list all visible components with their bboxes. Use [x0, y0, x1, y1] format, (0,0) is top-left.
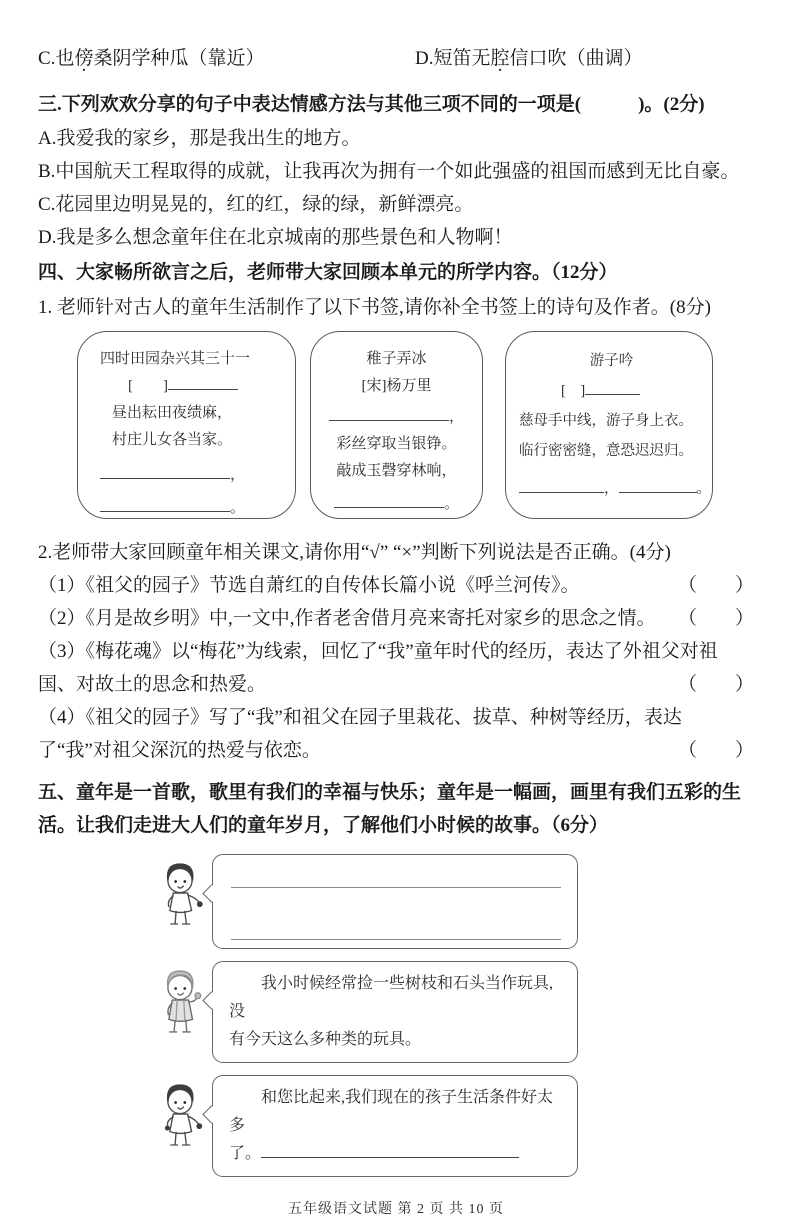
- judge-item-4-answer-paren: （ ）: [677, 740, 754, 761]
- judge-item-3-answer-paren: （ ）: [677, 674, 754, 695]
- dialog-row-3: [150, 1075, 754, 1177]
- bookmark1-verse3-blank: [100, 465, 230, 479]
- bookmark1-title: 四时田园杂兴其三十一: [100, 351, 251, 367]
- bookmark2-author: [宋]杨万里: [361, 378, 432, 394]
- judge-item-4-text: （4）《祖父的园子》写了“我”和祖父在园子里栽花、拔草、种树等经历，表达了“我”对祖父深沉的热爱与依恋。: [38, 707, 682, 761]
- judge-item-2: [38, 602, 754, 635]
- judge-item-3-text: （3）《梅花魂》以“梅花”为线索，回忆了“我”童年时代的经历，表达了外祖父对祖国、对故土的思念和热爱。: [38, 641, 718, 695]
- bookmark3-punct2: 。: [696, 481, 711, 497]
- judge-item-2-text: （2）《月是故乡明》中,一文中,作者老舍借月亮来寄托对家乡的思念之情。: [38, 608, 656, 629]
- bookmark2-verse3: 敲成玉磬穿林响，: [336, 463, 457, 479]
- section4-q1-text: 1. 老师针对古人的童年生活制作了以下书签,请你补全书签上的诗句及作者。(8分): [38, 297, 711, 318]
- bookmark2-verse1-blank: [329, 407, 449, 421]
- judge-item-1-answer-paren: （ ）: [677, 575, 754, 596]
- bookmark1-author-blank: [168, 376, 238, 390]
- boy-speech-line-1: 和您比起来,我们现在的孩子生活条件好太多: [229, 1089, 554, 1134]
- judge-item-2-answer-paren: （ ）: [677, 608, 754, 629]
- bookmark2-punct1: ，: [448, 409, 464, 425]
- bookmark3-verse3-blank: [519, 479, 604, 493]
- option-c-emphasized-char: 傍: [74, 48, 94, 69]
- boy-character-icon: [150, 1075, 212, 1158]
- bookmark3-dynasty-bracket: [ ]: [561, 383, 586, 399]
- judge-item-1-text: （1）《祖父的园子》节选自萧红的自传体长篇小说《呼兰河传》。: [38, 575, 580, 596]
- bookmark2-blank-verse4: [317, 491, 476, 518]
- page-footer: 五年级语文试题 第 2 页 共 10 页: [288, 1202, 504, 1217]
- section4-heading: 四、大家畅所欲言之后，老师带大家回顾本单元的所学内容。（12分）: [38, 262, 618, 283]
- prev-question-options: [38, 44, 754, 74]
- bookmark1-blank-verse1: [100, 462, 285, 489]
- option-c-line: [38, 44, 415, 74]
- bookmark2-verse2: 彩丝穿取当银铮。: [336, 436, 457, 452]
- bookmark3-verse2: 临行密密缝，意恐迟迟归。: [519, 443, 693, 459]
- bookmark2-punct2: 。: [443, 496, 459, 512]
- judge-items: [38, 569, 754, 767]
- dialog-bubble-2: [212, 961, 578, 1063]
- grandpa-speech-line-2: 有今天这么多种类的玩具。: [229, 1031, 422, 1048]
- option-d-post: 信口吹（曲调）: [509, 48, 643, 69]
- judge-item-3: [38, 635, 754, 701]
- option-d-pre: D.短笛无: [415, 48, 491, 69]
- dialog-row-1: [150, 854, 754, 949]
- dialog-bubble-1-empty-answer: [212, 854, 578, 949]
- bookmark1-verse2: 村庄儿女各当家。: [112, 432, 233, 448]
- option-d-emphasized-char: 腔: [490, 48, 510, 69]
- bookmark-card-zhizinongbing: [310, 331, 483, 519]
- bookmark3-verse4-blank: [619, 479, 697, 493]
- bookmark3-author-blank: [585, 381, 640, 395]
- boy-character-icon: [150, 854, 212, 937]
- section5-heading: 五、童年是一首歌，歌里有我们的幸福与快乐；童年是一幅画，画里有我们五彩的生活。让我们走进大人们的童年岁月，了解他们小时候的故事。（6分）: [38, 782, 742, 836]
- bookmark-card-youziyin: [505, 331, 713, 519]
- section4-q2-text: 2.老师带大家回顾童年相关课文,请你用“√” “×”判断下列说法是否正确。(4分): [38, 542, 671, 563]
- section3-option-d: D.我是多么想念童年住在北京城南的那些景色和人物啊！: [38, 227, 513, 248]
- section3-option-b: B.中国航天工程取得的成就，让我再次为拥有一个如此强盛的祖国而感到无比自豪。: [38, 161, 740, 182]
- judge-item-1: [38, 569, 754, 602]
- bookmark1-punct1: ，: [230, 467, 246, 483]
- bookmark3-blank-verses: [519, 474, 711, 504]
- option-c-post: 桑阴学种瓜（靠近）: [93, 48, 265, 69]
- poem-bookmarks: [77, 331, 754, 521]
- bookmark1-verse4-blank: [100, 498, 230, 512]
- boy-speech-line-2-text: 了。: [229, 1145, 262, 1162]
- bookmark1-author-line: [100, 373, 285, 400]
- option-d-line: [415, 44, 643, 74]
- bookmark1-dynasty-bracket: [ ]: [128, 378, 168, 394]
- grandpa-character-icon: [150, 961, 212, 1044]
- dialog-row-2: [150, 961, 754, 1063]
- bookmark3-punct1: ，: [604, 481, 619, 497]
- bookmark-card-sishitianyuan: [77, 331, 296, 519]
- boy-speech-line-2: [229, 1140, 563, 1168]
- dialog3-answer-blank: [261, 1143, 519, 1158]
- bookmark1-punct2: 。: [230, 500, 246, 516]
- bookmark2-verse4-blank: [334, 494, 444, 508]
- bookmark3-verse1: 慈母手中线，游子身上衣。: [519, 413, 693, 429]
- bookmark2-title: 稚子弄冰: [366, 351, 427, 367]
- dialog-bubble-3: [212, 1075, 578, 1177]
- bookmark2-blank-verse1: [317, 404, 476, 431]
- option-c-pre: C.也: [38, 48, 75, 69]
- section3-option-a: A.我爱我的家乡，那是我出生的地方。: [38, 128, 361, 149]
- bookmark3-author-line: [519, 376, 704, 406]
- grandpa-speech-line-1: 我小时候经常捡一些树枝和石头当作玩具,没: [229, 975, 554, 1020]
- section3-option-c: C.花园里边明晃晃的，红的红，绿的绿，新鲜漂亮。: [38, 194, 474, 215]
- section3-heading: 三.下列欢欢分享的句子中表达情感方法与其他三项不同的一项是( )。(2分): [38, 94, 705, 115]
- bookmark3-title: 游子吟: [589, 353, 634, 369]
- answer-write-line: [231, 863, 561, 888]
- judge-item-4: [38, 701, 754, 767]
- bookmark1-verse1: 昼出耘田夜绩麻，: [112, 405, 233, 421]
- bookmark1-blank-verse2: [100, 495, 285, 522]
- answer-write-line: [231, 915, 561, 940]
